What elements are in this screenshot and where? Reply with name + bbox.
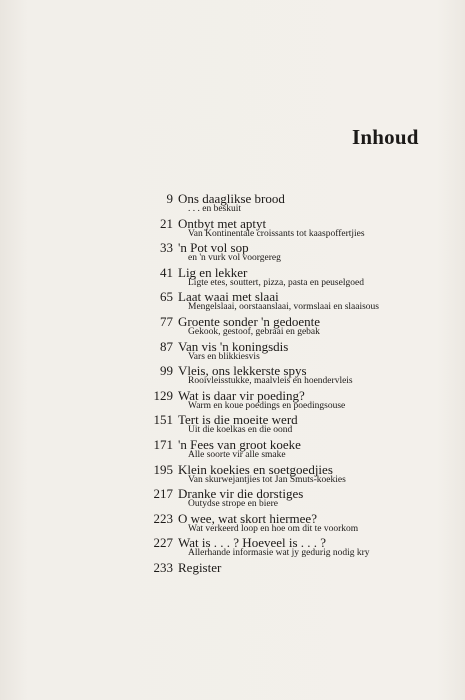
toc-chapter-subtitle: Warm en koue poedings en poedingsouse [188, 400, 346, 411]
toc-chapter-title: Laat waai met slaai [178, 289, 279, 305]
toc-entry [110, 463, 450, 488]
toc-entry [110, 315, 450, 340]
toc-entry [110, 536, 450, 561]
toc-page-number: 21 [160, 215, 173, 231]
toc-page-number: 171 [153, 436, 173, 452]
toc-chapter-title: Vleis, ons lekkerste spys [178, 363, 307, 379]
toc-chapter-title: Klein koekies en soetgoedjies [178, 461, 333, 477]
toc-chapter-title: Lig en lekker [178, 264, 248, 280]
toc-entry [110, 389, 450, 414]
toc-page-number: 33 [160, 240, 173, 256]
toc-page-number: 87 [160, 338, 173, 354]
toc-entry [110, 364, 450, 389]
toc-chapter-title: 'n Pot vol sop [178, 240, 249, 256]
toc-page-number: 223 [153, 510, 173, 526]
toc-chapter-title: O wee, wat skort hiermee? [178, 510, 317, 526]
toc-entry [110, 192, 450, 217]
toc-chapter-subtitle: Allerhande informasie wat jy gedurig nodig kry [188, 548, 370, 559]
toc-chapter-subtitle: Van skurwejantjies tot Jan Smuts-koekies [188, 474, 346, 485]
toc-chapter-subtitle: Mengelslaai, oorstaanslaai, vormslaai en slaaisous [188, 302, 380, 313]
toc-page-number: 9 [166, 191, 173, 206]
toc-chapter-subtitle: Wat verkeerd loop en hoe om dit te voorkom [188, 523, 359, 534]
toc-chapter-title: Ons daaglikse brood [178, 191, 285, 206]
toc-entry [110, 241, 450, 266]
toc-entry [110, 438, 450, 463]
toc-page-number: 195 [153, 461, 173, 477]
toc-chapter-subtitle: . . . en beskuit [188, 204, 242, 214]
toc-entry [110, 266, 450, 291]
toc-entry [110, 413, 450, 438]
toc-chapter-title: Ontbyt met aptyt [178, 215, 267, 231]
toc-chapter-title: Dranke vir die dorstiges [178, 486, 304, 502]
toc-page-number: 99 [160, 363, 173, 379]
toc-entry [110, 290, 450, 315]
toc-chapter-title: Wat is . . . ? Hoeveel is . . . ? [178, 535, 327, 551]
toc-entry [110, 561, 450, 586]
toc-page-number: 217 [153, 486, 173, 502]
toc-chapter-subtitle: Gekook, gestoof, gebraai en gebak [188, 326, 320, 337]
toc-chapter-title: Groente sonder 'n gedoente [178, 313, 321, 329]
toc-page-number: 77 [160, 313, 173, 329]
toc-entry [110, 340, 450, 365]
toc-page-number: 129 [153, 387, 173, 403]
toc-chapter-subtitle: Van Kontinentale croissants tot kaaspoffertjies [188, 228, 365, 239]
toc-entry [110, 487, 450, 512]
toc-chapter-subtitle: en 'n vurk vol voorgereg [188, 253, 281, 264]
toc-page-number: 41 [160, 264, 173, 280]
page-title: Inhoud [352, 125, 419, 149]
toc-chapter-title: Register [178, 559, 222, 575]
toc-page-number: 233 [153, 559, 173, 575]
toc-page-number: 227 [153, 535, 173, 551]
table-of-contents [110, 192, 450, 586]
toc-entry [110, 512, 450, 537]
toc-chapter-subtitle: Vars en blikkiesvis [188, 351, 260, 362]
toc-chapter-title: Wat is daar vir poeding? [178, 387, 305, 403]
toc-chapter-subtitle: Uit die koelkas en die oond [188, 425, 293, 436]
toc-page-number: 65 [160, 289, 173, 305]
toc-chapter-title: Tert is die moeite werd [178, 412, 298, 428]
toc-entry [110, 217, 450, 242]
toc-chapter-title: Van vis 'n koningsdis [178, 338, 289, 354]
toc-chapter-subtitle: Outydse strope en biere [188, 499, 278, 510]
toc-chapter-subtitle: Ligte etes, souttert, pizza, pasta en peuselgoed [188, 277, 364, 288]
toc-page-number: 151 [153, 412, 173, 428]
toc-chapter-subtitle: Rooivleisstukke, maalvleis en hoendervleis [188, 376, 353, 387]
toc-chapter-title: 'n Fees van groot koeke [178, 436, 301, 452]
toc-chapter-subtitle: Alle soorte vir alle smake [188, 449, 286, 460]
